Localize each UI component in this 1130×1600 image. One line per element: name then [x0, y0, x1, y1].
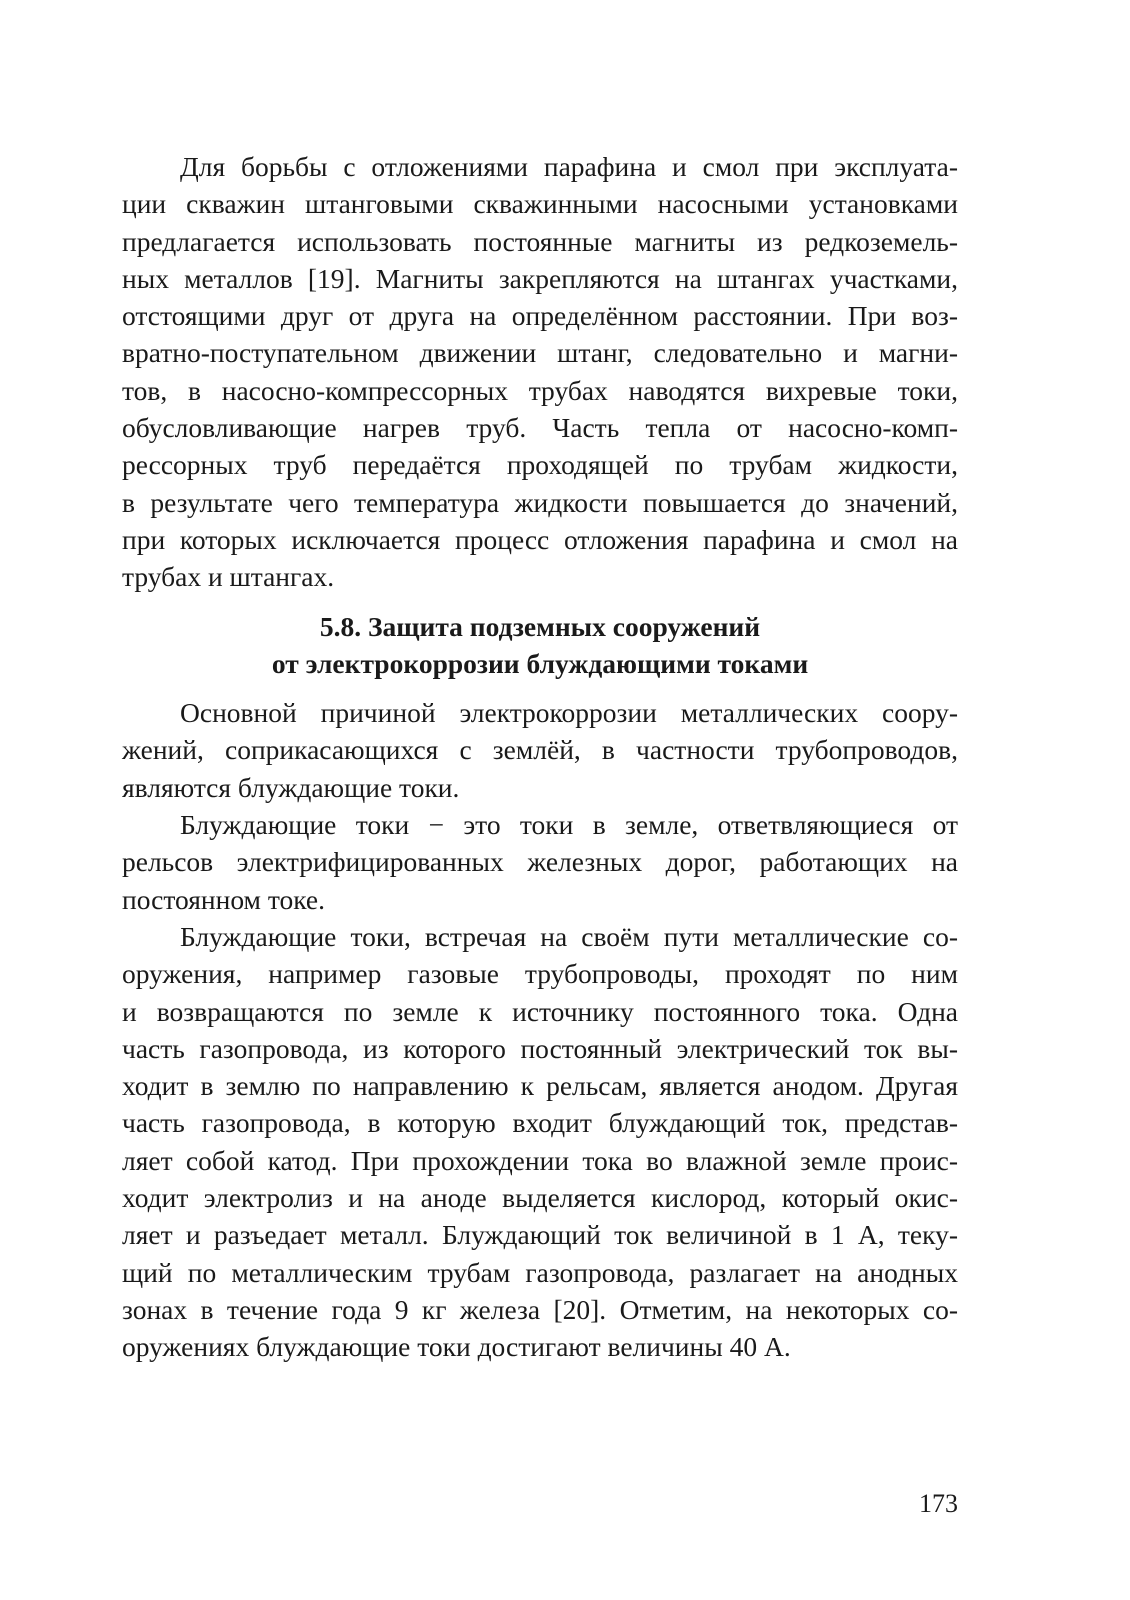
- text-line: предлагается использовать постоянные магниты из редкоземель-: [122, 225, 958, 257]
- text-line: Для борьбы с отложениями парафина и смол при эксплуата-: [180, 151, 958, 182]
- section-heading-line-1: 5.8. Защита подземных сооружений: [319, 610, 761, 642]
- text-line: Основной причиной электрокоррозии металлических соору-: [180, 697, 958, 729]
- text-line: в результате чего температура жидкости повышается до значений,: [122, 486, 958, 518]
- text-line: часть газопровода, в которую входит блуждающий ток, представ-: [122, 1107, 958, 1139]
- text-line: отстоящими друг от друга на определённом расстоянии. При воз-: [122, 300, 958, 332]
- page-body: [122, 148, 958, 1366]
- text-line: обусловливающие нагрев труб. Часть тепла от насосно-комп-: [122, 412, 958, 444]
- text-line: щий по металлическим трубам газопровода, разлагает на анодных: [122, 1256, 958, 1288]
- text-line: оружениях блуждающие токи достигают величины 40 А.: [122, 1331, 791, 1363]
- text-line: постоянном токе.: [122, 883, 325, 915]
- text-line: ходит электролиз и на аноде выделяется кислород, который окис-: [122, 1182, 958, 1214]
- text-line: зонах в течение года 9 кг железа [20]. Отметим, на некоторых со-: [122, 1293, 958, 1325]
- paragraph-mechanism: [122, 918, 958, 1366]
- text-line: ходит в землю по направлению к рельсам, является анодом. Другая: [122, 1070, 958, 1102]
- text-line: рельсов электрифицированных железных дорог, работающих на: [122, 846, 958, 878]
- paragraph-paraffin: [122, 148, 958, 596]
- text-line: ляет собой катод. При прохождении тока во влажной земле проис-: [122, 1144, 958, 1176]
- section-heading-line-2: от электрокоррозии блуждающими токами: [271, 647, 809, 679]
- text-line: рессорных труб передаётся проходящей по трубам жидкости,: [122, 449, 958, 481]
- text-line: вратно-поступательном движении штанг, следовательно и магни-: [122, 337, 958, 369]
- text-line: ляет и разъедает металл. Блуждающий ток величиной в 1 А, теку-: [122, 1219, 958, 1251]
- paragraph-cause: [122, 694, 958, 806]
- text-line: ции скважин штанговыми скважинными насосными установками: [122, 188, 958, 220]
- text-line: трубах и штангах.: [122, 561, 335, 593]
- text-line: и возвращаются по земле к источнику постоянного тока. Одна: [122, 995, 958, 1027]
- text-line: при которых исключается процесс отложения парафина и смол на: [122, 523, 958, 555]
- text-line: жений, соприкасающихся с землёй, в частности трубопроводов,: [122, 734, 958, 766]
- text-line: тов, в насосно-компрессорных трубах наводятся вихревые токи,: [122, 374, 958, 406]
- text-line: ных металлов [19]. Магниты закрепляются на штангах участками,: [122, 262, 958, 294]
- text-line: являются блуждающие токи.: [122, 771, 460, 803]
- text-line: часть газопровода, из которого постоянный электрический ток вы-: [122, 1032, 958, 1064]
- text-line: оружения, например газовые трубопроводы, проходят по ним: [122, 958, 958, 990]
- text-line: Блуждающие токи, встречая на своём пути металлические со-: [180, 920, 958, 952]
- page-number: 173: [919, 1489, 958, 1518]
- paragraph-definition: [122, 806, 958, 918]
- section-heading: [122, 608, 958, 683]
- text-line: Блуждающие токи − это токи в земле, ответвляющиеся от: [180, 809, 958, 841]
